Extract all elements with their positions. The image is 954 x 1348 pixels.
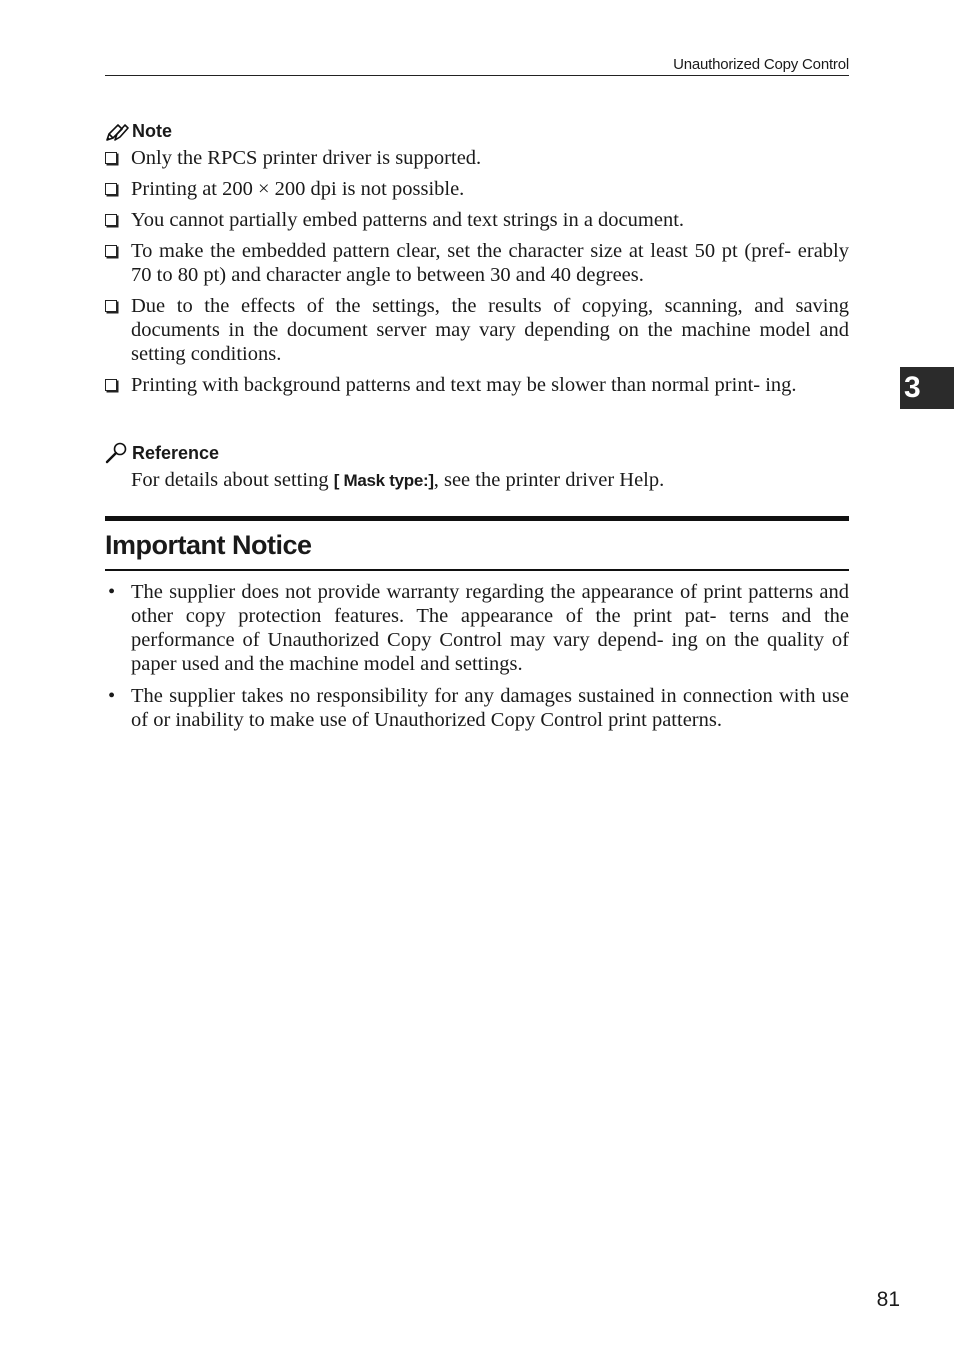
note-heading (105, 118, 172, 144)
running-header-title: Unauthorized Copy Control (673, 56, 849, 73)
note-heading-label: Note (132, 120, 172, 141)
reference-key-label: [ Mask type:] (333, 471, 434, 490)
note-list (105, 146, 849, 404)
chapter-tab (900, 367, 954, 409)
note-item (105, 373, 849, 397)
reference-heading-label: Reference (132, 442, 220, 463)
note-item (105, 294, 849, 366)
pencil-icon (105, 120, 129, 142)
notice-list (105, 580, 849, 740)
reference-text (131, 468, 849, 493)
checkbox-icon (105, 300, 117, 312)
reference-heading (105, 440, 219, 466)
notice-item (105, 580, 849, 676)
note-item (105, 208, 849, 232)
notice-item-text: The supplier takes no responsibility for any damages sustained in connection with use of or inability to make use of Unauthorized Copy Control print patterns. (131, 685, 849, 731)
section-rule-top (105, 516, 849, 521)
checkbox-icon (105, 183, 117, 195)
bullet-icon: • (108, 685, 116, 707)
notice-item (105, 684, 849, 732)
section-title: Important Notice (105, 530, 312, 560)
checkbox-icon (105, 214, 117, 226)
running-header (105, 56, 849, 76)
notice-item-text: The supplier does not provide warranty regarding the appearance of print patterns and other copy protection features. The appearance of the print pat- terns and the performance of Unauthorized Copy Control may vary depend- ing on the quality of paper used and the machine model and settings. (131, 581, 849, 675)
note-item-text: Due to the effects of the settings, the results of copying, scanning, and saving documents in the document server may vary depending on the machine model and setting conditions. (131, 295, 849, 365)
note-item (105, 239, 849, 287)
bullet-icon: • (108, 581, 116, 603)
reference-text-after: , see the printer driver Help. (433, 469, 665, 491)
note-item-text: To make the embedded pattern clear, set the character size at least 50 pt (pref- erably 70 to 80 pt) and character angle to between 30 and 40 degrees. (131, 240, 849, 286)
checkbox-icon (105, 379, 117, 391)
note-item-text: Only the RPCS printer driver is supported. (131, 147, 482, 169)
note-item (105, 146, 849, 170)
section-rule-bottom (105, 569, 849, 571)
note-item (105, 177, 849, 201)
note-item-text: Printing at 200 × 200 dpi is not possible. (131, 178, 465, 200)
note-item-text: Printing with background patterns and text may be slower than normal print- ing. (131, 374, 797, 396)
page-number: 81 (876, 1288, 900, 1311)
checkbox-icon (105, 245, 117, 257)
chapter-number: 3 (904, 371, 921, 404)
reference-text-before: For details about setting (131, 469, 334, 491)
magnifier-icon (105, 442, 129, 464)
note-item-text: You cannot partially embed patterns and text strings in a document. (131, 209, 685, 231)
checkbox-icon (105, 152, 117, 164)
